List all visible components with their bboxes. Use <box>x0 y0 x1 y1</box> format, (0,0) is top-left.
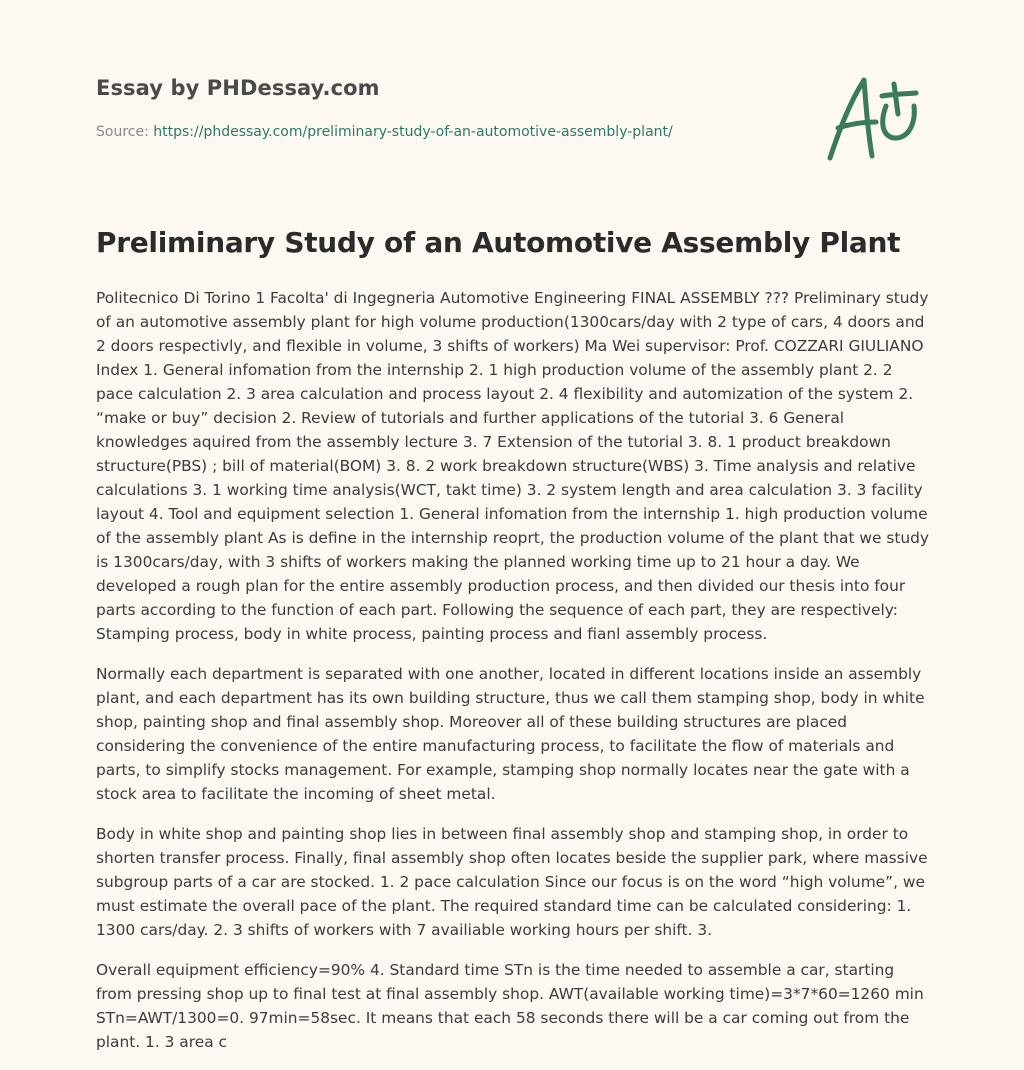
source-label: Source: <box>96 124 154 140</box>
source-link[interactable]: https://phdessay.com/preliminary-study-of-an-automotive-assembly-plant/ <box>153 124 673 140</box>
article-paragraph: Normally each department is separated with one another, located in different locations inside an assembly plant, and each department has its own building structure, thus we call them stamping shop, body in white shop, painting shop and final assembly shop. Moreover all of these building structures are placed considering the convenience of the entire manufacturing process, to facilitate the flow of materials and parts, to simplify stocks management. For example, stamping shop normally locates near the gate with a stock area to facilitate the incoming of sheet metal. <box>96 665 925 803</box>
article-paragraph: Body in white shop and painting shop lies in between final assembly shop and stamping shop, in order to shorten transfer process. Finally, final assembly shop often locates beside the supplier park, where massive subgroup parts of a car are stocked. 1. 2 pace calculation Since our focus is on the word “high volume”, we must estimate the overall pace of the plant. The required standard time can be calculated considering: 1. 1300 cars/day. 2. 3 shifts of workers with 7 availiable working hours per shift. 3. <box>96 825 928 939</box>
article-paragraph: Politecnico Di Torino 1 Facolta' di Ingegneria Automotive Engineering FINAL ASSEMBLY ??? Preliminary study of an automotive assembly plant for high volume production(1300cars/day with 2 type of cars, 4 doors and 2 doors respectivly, and flexible in volume, 3 shifts of workers) Ma Wei supervisor: Prof. COZZARI GIULIANO Index 1. General infomation from the internship 2. 1 high production volume of the assembly plant 2. 2 pace calculation 2. 3 area calculation and process layout 2. 4 flexibility and automization of the system 2. “make or buy” decision 2. Review of tutorials and further applications of the tutorial 3. 6 General knowledges aquired from the assembly lecture 3. 7 Extension of the tutorial 3. 8. 1 product breakdown structure(PBS) ; bill of material(BOM) 3. 8. 2 work breakdown structure(WBS) 3. Time analysis and relative calculations 3. 1 working time analysis(WCT, takt time) 3. 2 system length and area calculation 3. 3 facility layout 4. Tool and equipment selection 1. General infomation from the internship 1. high production volume of the assembly plant As is define in the internship reoprt, the production volume of the plant that we study is 1300cars/day, with 3 shifts of workers making the planned working time up to 21 hour a day. We developed a rough plan for the entire assembly production process, and then divided our thesis into four parts according to the function of each part. Following the sequence of each part, they are respectively: Stamping process, body in white process, painting process and fianl assembly process. <box>96 289 930 643</box>
source-line <box>96 124 673 140</box>
article-body <box>96 286 932 1070</box>
article-paragraph: Overall equipment efficiency=90% 4. Standard time STn is the time needed to assemble a car, starting from pressing shop up to final test at final assembly shop. AWT(available working time)=3*7*60=1260 min STn=AWT/1300=0. 97min=58sec. It means that each 58 seconds there will be a car coming out from the plant. 1. 3 area c <box>96 961 924 1051</box>
a-plus-logo-icon <box>820 66 930 166</box>
site-brand: Essay by PHDessay.com <box>96 76 380 100</box>
article-title: Preliminary Study of an Automotive Assembly Plant <box>96 226 901 259</box>
